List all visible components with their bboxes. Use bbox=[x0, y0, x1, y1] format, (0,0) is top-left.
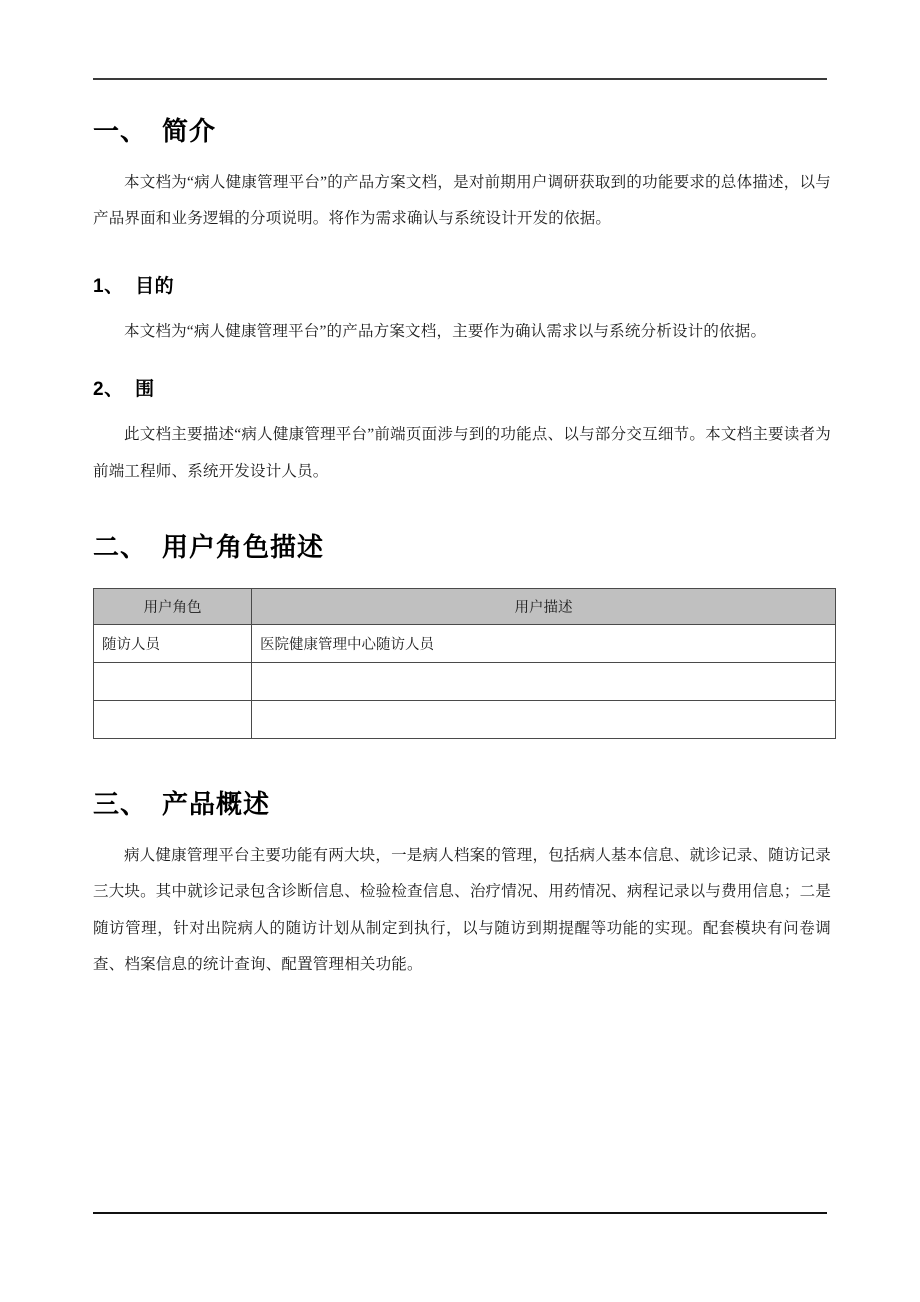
table-body bbox=[94, 625, 836, 739]
table-row bbox=[94, 701, 836, 739]
column-header-role: 用户角色 bbox=[94, 589, 252, 625]
cell-description bbox=[252, 701, 836, 739]
spacer bbox=[93, 237, 831, 263]
column-header-description: 用户描述 bbox=[252, 589, 836, 625]
heading-purpose: 1、 目的 bbox=[93, 276, 175, 298]
heading-scope: 2、 围 bbox=[93, 379, 155, 401]
table-header-row bbox=[94, 589, 836, 625]
heading-introduction: 一、 简介 bbox=[93, 117, 217, 146]
table-row bbox=[94, 663, 836, 701]
overview-paragraph-block bbox=[93, 828, 831, 984]
scope-paragraph-block bbox=[93, 407, 831, 490]
paragraph-scope: 此文档主要描述“病人健康管理平台”前端页面涉与到的功能点、以与部分交互细节。本文档主要读者为前端工程师、系统开发设计人员。 bbox=[93, 426, 831, 480]
paragraph-introduction: 本文档为“病人健康管理平台”的产品方案文档，是对前期用户调研获取到的功能要求的总体描述，以与产品界面和业务逻辑的分项说明。将作为需求确认与系统设计开发的依据。 bbox=[93, 173, 831, 227]
spacer bbox=[93, 739, 831, 773]
purpose-paragraph-block bbox=[93, 304, 831, 350]
spacer bbox=[93, 490, 831, 516]
paragraph-product-overview: 病人健康管理平台主要功能有两大块，一是病人档案的管理，包括病人基本信息、就诊记录、随访记录三大块。其中就诊记录包含诊断信息、检验检查信息、治疗情况、用药情况、病程记录以与费用信息；二是随访管理，针对出院病人的随访计划从制定到执行，以与随访到期提醒等功能的实现。配套模块有问卷调查、档案信息的统计查询、配置管理相关功能。 bbox=[93, 846, 831, 974]
page-header-rule bbox=[93, 78, 827, 80]
cell-role bbox=[94, 701, 252, 739]
cell-description: 医院健康管理中心随访人员 bbox=[252, 625, 836, 663]
page-footer-rule bbox=[93, 1212, 827, 1214]
heading-user-roles: 二、 用户角色描述 bbox=[93, 532, 325, 562]
cell-role: 随访人员 bbox=[94, 625, 252, 663]
intro-paragraph-block bbox=[93, 155, 831, 238]
paragraph-purpose: 本文档为“病人健康管理平台”的产品方案文档，主要作为确认需求以与系统分析设计的依据。 bbox=[124, 323, 767, 341]
spacer bbox=[93, 350, 831, 366]
user-role-table bbox=[93, 588, 836, 739]
cell-description bbox=[252, 663, 836, 701]
table-row bbox=[94, 625, 836, 663]
cell-role bbox=[94, 663, 252, 701]
heading-product-overview: 三、 产品概述 bbox=[93, 790, 271, 820]
table-header bbox=[94, 589, 836, 625]
document-content bbox=[93, 100, 831, 984]
